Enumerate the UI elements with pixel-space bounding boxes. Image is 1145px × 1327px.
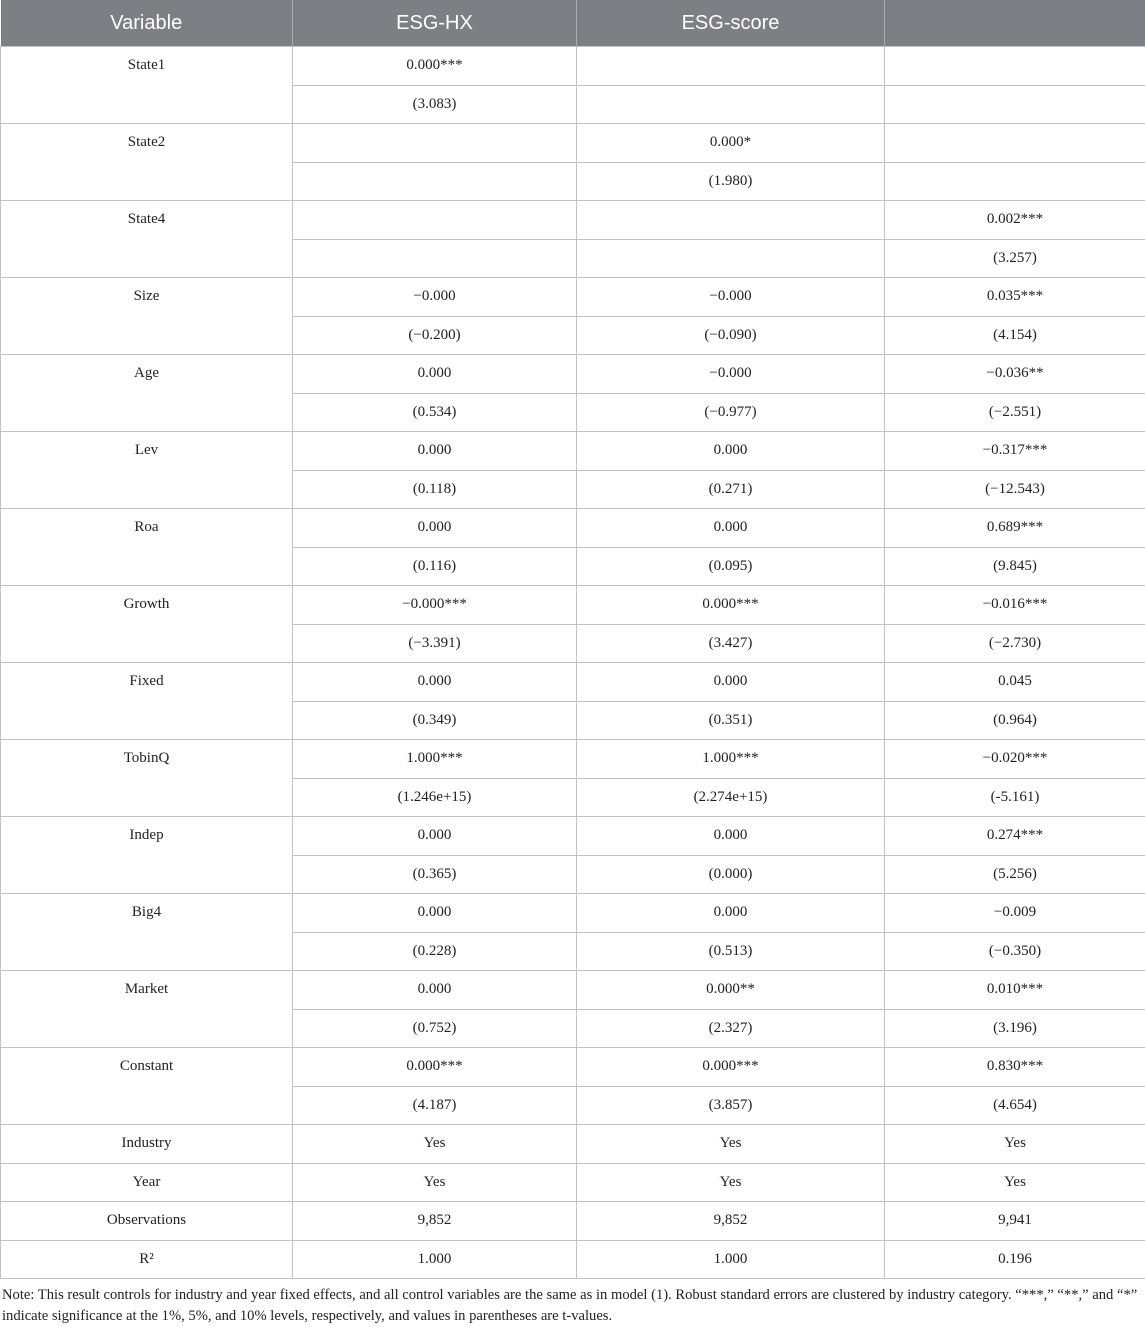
variable-cell: Indep <box>1 817 293 894</box>
coefficient-cell: 0.000** <box>577 971 885 1010</box>
t-value-cell: (−3.391) <box>293 624 577 663</box>
t-value-cell: (0.000) <box>577 855 885 894</box>
value-cell: 1.000 <box>577 1240 885 1279</box>
t-value-cell: (2.327) <box>577 1009 885 1048</box>
table-row <box>1 47 1145 86</box>
coefficient-cell: 0.000* <box>577 124 885 163</box>
header-esg-score: ESG-score <box>577 0 885 47</box>
t-value-cell <box>885 162 1145 201</box>
coefficient-cell: 0.274*** <box>885 817 1145 856</box>
t-value-cell: (−0.977) <box>577 393 885 432</box>
table-row <box>1 817 1145 856</box>
table-row <box>1 1163 1145 1202</box>
coefficient-cell: 0.000*** <box>293 1048 577 1087</box>
t-value-cell <box>577 239 885 278</box>
header-blank <box>885 0 1145 47</box>
coefficient-cell: 0.035*** <box>885 278 1145 317</box>
coefficient-cell: −0.000 <box>293 278 577 317</box>
coefficient-cell <box>885 47 1145 86</box>
coefficient-cell: 0.010*** <box>885 971 1145 1010</box>
header-esg-hx: ESG-HX <box>293 0 577 47</box>
coefficient-cell <box>577 47 885 86</box>
value-cell: Yes <box>577 1163 885 1202</box>
coefficient-cell: 0.000 <box>293 971 577 1010</box>
variable-cell: R² <box>1 1240 293 1279</box>
variable-cell: Fixed <box>1 663 293 740</box>
t-value-cell: (0.513) <box>577 932 885 971</box>
t-value-cell: (0.271) <box>577 470 885 509</box>
coefficient-cell: 1.000*** <box>577 740 885 779</box>
coefficient-cell: −0.317*** <box>885 432 1145 471</box>
t-value-cell: (0.228) <box>293 932 577 971</box>
header-row <box>1 0 1145 47</box>
table-row <box>1 1240 1145 1279</box>
variable-cell: State2 <box>1 124 293 201</box>
value-cell: Yes <box>293 1163 577 1202</box>
t-value-cell: (3.427) <box>577 624 885 663</box>
t-value-cell: (0.351) <box>577 701 885 740</box>
table-row <box>1 432 1145 471</box>
table-row <box>1 201 1145 240</box>
variable-cell: Size <box>1 278 293 355</box>
value-cell: Yes <box>885 1163 1145 1202</box>
coefficient-cell <box>293 124 577 163</box>
t-value-cell <box>577 85 885 124</box>
t-value-cell: (3.857) <box>577 1086 885 1125</box>
t-value-cell: (0.365) <box>293 855 577 894</box>
t-value-cell: (0.349) <box>293 701 577 740</box>
t-value-cell: (−2.551) <box>885 393 1145 432</box>
t-value-cell: (−2.730) <box>885 624 1145 663</box>
table-row <box>1 971 1145 1010</box>
coefficient-cell: 0.830*** <box>885 1048 1145 1087</box>
t-value-cell: (0.095) <box>577 547 885 586</box>
variable-cell: Industry <box>1 1125 293 1164</box>
t-value-cell: (3.083) <box>293 85 577 124</box>
coefficient-cell: −0.016*** <box>885 586 1145 625</box>
value-cell: Yes <box>577 1125 885 1164</box>
t-value-cell: (4.654) <box>885 1086 1145 1125</box>
t-value-cell: (0.116) <box>293 547 577 586</box>
coefficient-cell: −0.000*** <box>293 586 577 625</box>
table-row <box>1 355 1145 394</box>
coefficient-cell: 0.000 <box>577 817 885 856</box>
coefficient-cell: 0.000 <box>577 663 885 702</box>
coefficient-cell: −0.036** <box>885 355 1145 394</box>
value-cell: 9,941 <box>885 1202 1145 1241</box>
coefficient-cell: 0.689*** <box>885 509 1145 548</box>
variable-cell: Roa <box>1 509 293 586</box>
variable-cell: Lev <box>1 432 293 509</box>
t-value-cell: (2.274e+15) <box>577 778 885 817</box>
coefficient-cell: 0.000 <box>293 355 577 394</box>
t-value-cell: (5.256) <box>885 855 1145 894</box>
t-value-cell: (3.257) <box>885 239 1145 278</box>
coefficient-cell: 0.000 <box>577 432 885 471</box>
coefficient-cell <box>885 124 1145 163</box>
value-cell: 9,852 <box>293 1202 577 1241</box>
table-row <box>1 1202 1145 1241</box>
variable-cell: Age <box>1 355 293 432</box>
coefficient-cell: 0.045 <box>885 663 1145 702</box>
t-value-cell: (−0.350) <box>885 932 1145 971</box>
variable-cell: Growth <box>1 586 293 663</box>
variable-cell: State4 <box>1 201 293 278</box>
value-cell: Yes <box>885 1125 1145 1164</box>
t-value-cell: (0.118) <box>293 470 577 509</box>
table-body <box>1 47 1145 1279</box>
table-row <box>1 586 1145 625</box>
t-value-cell: (4.187) <box>293 1086 577 1125</box>
t-value-cell <box>293 239 577 278</box>
t-value-cell: (9.845) <box>885 547 1145 586</box>
t-value-cell: (−0.090) <box>577 316 885 355</box>
t-value-cell: (0.752) <box>293 1009 577 1048</box>
t-value-cell: (0.964) <box>885 701 1145 740</box>
table-row <box>1 1048 1145 1087</box>
value-cell: 1.000 <box>293 1240 577 1279</box>
variable-cell: Market <box>1 971 293 1048</box>
coefficient-cell: 0.000*** <box>293 47 577 86</box>
t-value-cell: (-5.161) <box>885 778 1145 817</box>
table-row <box>1 124 1145 163</box>
coefficient-cell: 0.000 <box>577 894 885 933</box>
t-value-cell: (−0.200) <box>293 316 577 355</box>
variable-cell: Big4 <box>1 894 293 971</box>
variable-cell: State1 <box>1 47 293 124</box>
coefficient-cell: 1.000*** <box>293 740 577 779</box>
table-row <box>1 663 1145 702</box>
value-cell: 9,852 <box>577 1202 885 1241</box>
coefficient-cell: 0.000 <box>293 817 577 856</box>
variable-cell: Observations <box>1 1202 293 1241</box>
variable-cell: TobinQ <box>1 740 293 817</box>
table-note: Note: This result controls for industry and year fixed effects, and all control variables are the same as in model (1). Robust standard errors are clustered by industry category. “***,” “**,” and “*” indicate significance at the 1%, 5%, and 10% levels, respectively, and values in parentheses are t-values. <box>0 1279 1145 1327</box>
coefficient-cell: −0.020*** <box>885 740 1145 779</box>
table-row <box>1 1125 1145 1164</box>
t-value-cell: (1.246e+15) <box>293 778 577 817</box>
t-value-cell: (4.154) <box>885 316 1145 355</box>
t-value-cell: (−12.543) <box>885 470 1145 509</box>
value-cell: Yes <box>293 1125 577 1164</box>
coefficient-cell: 0.000*** <box>577 1048 885 1087</box>
coefficient-cell: 0.000*** <box>577 586 885 625</box>
coefficient-cell: 0.000 <box>293 894 577 933</box>
table-row <box>1 894 1145 933</box>
t-value-cell: (3.196) <box>885 1009 1145 1048</box>
coefficient-cell: 0.000 <box>293 509 577 548</box>
header-variable: Variable <box>1 0 293 47</box>
coefficient-cell: −0.000 <box>577 278 885 317</box>
value-cell: 0.196 <box>885 1240 1145 1279</box>
coefficient-cell: 0.000 <box>293 432 577 471</box>
coefficient-cell: −0.000 <box>577 355 885 394</box>
table-row <box>1 740 1145 779</box>
coefficient-cell <box>577 201 885 240</box>
coefficient-cell: 0.000 <box>577 509 885 548</box>
coefficient-cell: −0.009 <box>885 894 1145 933</box>
coefficient-cell: 0.002*** <box>885 201 1145 240</box>
coefficient-cell: 0.000 <box>293 663 577 702</box>
t-value-cell: (0.534) <box>293 393 577 432</box>
t-value-cell: (1.980) <box>577 162 885 201</box>
table-row <box>1 278 1145 317</box>
table-row <box>1 509 1145 548</box>
variable-cell: Year <box>1 1163 293 1202</box>
t-value-cell <box>885 85 1145 124</box>
coefficient-cell <box>293 201 577 240</box>
t-value-cell <box>293 162 577 201</box>
variable-cell: Constant <box>1 1048 293 1125</box>
